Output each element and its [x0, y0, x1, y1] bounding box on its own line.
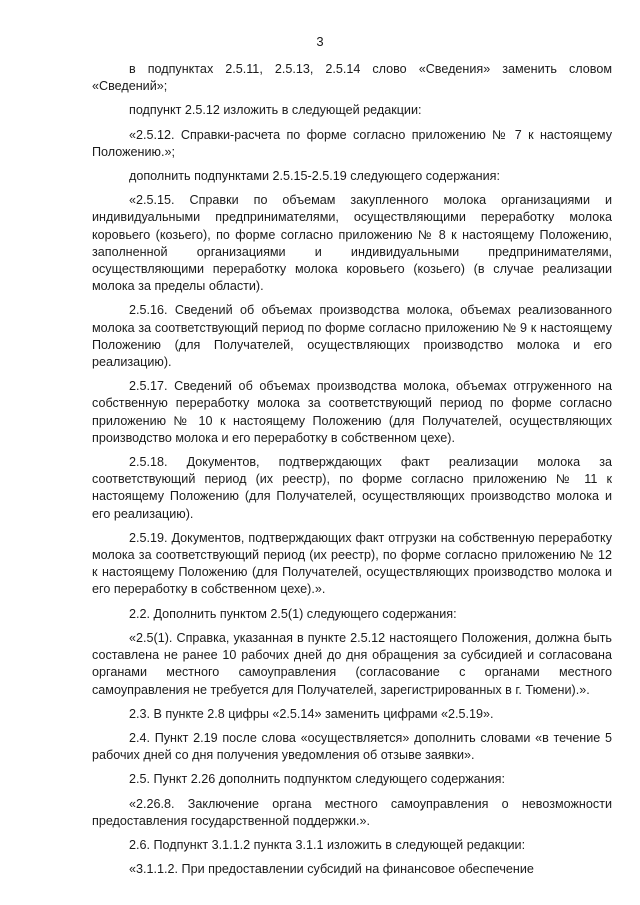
paragraph-17: «3.1.1.2. При предоставлении субсидий на финансовое обеспечение — [129, 862, 534, 877]
paragraph-5: «2.5.15. Справки по объемам закупленного молока организациями и индивидуальными предпринимателями, осуществляющими переработку молока коровьего (козьего), по форме согласно приложению № 8 к настоящему Положению, заполненной организациями и индивидуальными предпринимателями, осуществляющими переработку молока коровьего (козьего) (в случае реализации молока за пределы области). — [92, 193, 612, 294]
paragraph-14: 2.5. Пункт 2.26 дополнить подпунктом следующего содержания: — [129, 772, 505, 787]
paragraph-10: 2.2. Дополнить пунктом 2.5(1) следующего содержания: — [129, 606, 457, 621]
paragraph-16: 2.6. Подпункт 3.1.1.2 пункта 3.1.1 изложить в следующей редакции: — [129, 837, 526, 852]
paragraph-11: «2.5(1). Справка, указанная в пункте 2.5.12 настоящего Положения, должна быть составлена не ранее 10 рабочих дней до дня обращения за субсидией и согласована органами местного самоуправления (согласование с органами местного самоуправления не требуется для Получателей, зарегистрированных в г. Тюмени).». — [92, 630, 612, 697]
paragraph-12: 2.3. В пункте 2.8 цифры «2.5.14» заменить цифрами «2.5.19». — [129, 706, 494, 721]
page-number: 3 — [316, 34, 324, 49]
paragraph-2: подпункт 2.5.12 изложить в следующей редакции: — [129, 103, 422, 118]
paragraph-7: 2.5.17. Сведений об объемах производства молока, объемах отгруженного на собственную переработку молока за соответствующий период по форме согласно приложению № 10 к настоящему Положению (для Получателей, осуществляющих производство молока и его переработку в собственном цехе). — [92, 379, 612, 445]
paragraph-3: «2.5.12. Справки-расчета по форме согласно приложению № 7 к настоящему Положению.»; — [92, 127, 612, 159]
paragraph-9: 2.5.19. Документов, подтверждающих факт отгрузки на собственную переработку молока за соответствующий период (их реестр), по форме согласно приложению № 12 к настоящему Положению (для Получателей, осуществляющих производство молока и его переработку в собственном цехе).». — [92, 530, 612, 597]
paragraph-6: 2.5.16. Сведений об объемах производства молока, объемах реализованного молока за соответствующий период по форме согласно приложению № 9 к настоящему Положению (для Получателей, осуществляющих производство молока и его реализацию). — [92, 303, 612, 370]
paragraph-1: в подпунктах 2.5.11, 2.5.13, 2.5.14 слово «Сведения» заменить словом «Сведений»; — [92, 62, 612, 94]
paragraph-15: «2.26.8. Заключение органа местного самоуправления о невозможности предоставления государственной поддержки.». — [92, 796, 612, 828]
paragraph-4: дополнить подпунктами 2.5.15-2.5.19 следующего содержания: — [129, 169, 500, 184]
paragraph-13: 2.4. Пункт 2.19 после слова «осуществляется» дополнить словами «в течение 5 рабочих дней со дня получения уведомления об отзыве заявки». — [92, 730, 612, 763]
paragraph-8: 2.5.18. Документов, подтверждающих факт реализации молока за соответствующий период (их реестр), по форме согласно приложению № 11 к настоящему Положению (для Получателей, осуществляющих производство молока и его реализацию). — [92, 455, 612, 521]
